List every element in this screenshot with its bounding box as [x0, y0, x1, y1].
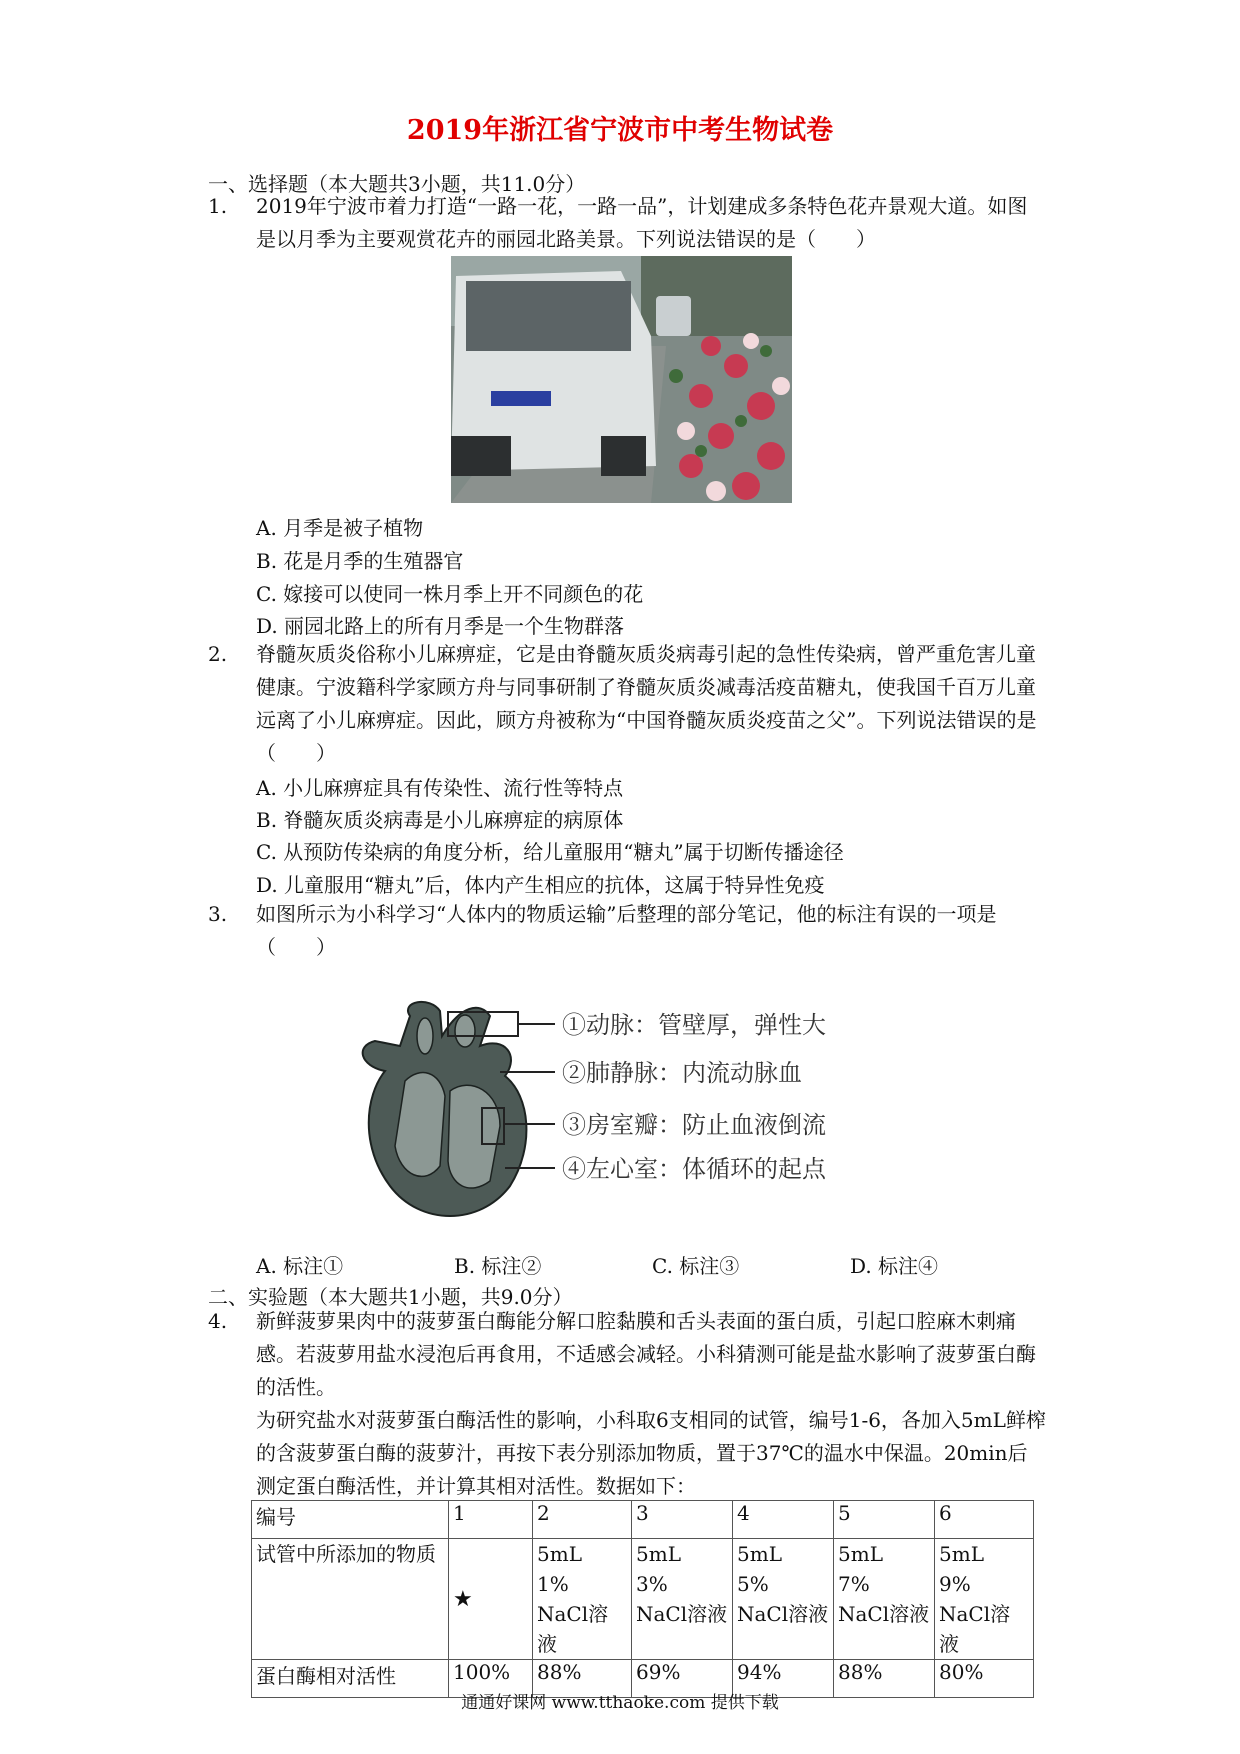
q3-option-d: D. 标注④	[850, 1254, 939, 1278]
cell-line: NaCl溶液	[737, 1602, 829, 1626]
question-1	[208, 190, 1046, 256]
table-row-substance	[252, 1539, 1034, 1660]
cell-line: NaCl溶液	[636, 1602, 728, 1626]
question-text: 如图所示为小科学习“人体内的物质运输”后整理的部分笔记，他的标注有误的一项是（ ）	[256, 902, 997, 959]
section-heading-choice: 一、选择题（本大题共3小题，共11.0分）	[208, 172, 586, 196]
q3-option-a: A. 标注①	[256, 1254, 344, 1278]
table-cell: 4	[733, 1501, 834, 1539]
cell-line: NaCl溶液	[537, 1602, 609, 1656]
q2-option-b: B. 脊髓灰质炎病毒是小儿麻痹症的病原体	[256, 808, 624, 832]
question-text: 2019年宁波市着力打造“一路一花，一路一品”，计划建成多条特色花卉景观大道。如图是以月季为主要观赏花卉的丽园北路美景。下列说法错误的是（ ）	[256, 194, 1028, 251]
road-flowers-photo	[451, 256, 792, 503]
cell-line: NaCl溶液	[939, 1602, 1011, 1656]
question-text: 脊髓灰质炎俗称小儿麻痹症，它是由脊髓灰质炎病毒引起的急性传染病，曾严重危害儿童健康。宁波籍科学家顾方舟与同事研制了脊髓灰质炎减毒活疫苗糖丸，使我国千百万儿童远离了小儿麻痹症。因此，顾方舟被称为“中国脊髓灰质炎疫苗之父”。下列说法错误的是（ ）	[256, 642, 1037, 765]
table-cell: 3	[632, 1501, 733, 1539]
table-row-id	[252, 1501, 1034, 1539]
q3-option-c: C. 标注③	[652, 1254, 740, 1278]
q3-options	[256, 1250, 1056, 1279]
section-heading-experiment: 二、实验题（本大题共1小题，共9.0分）	[208, 1285, 573, 1309]
table-cell	[632, 1539, 733, 1660]
table-cell: 6	[935, 1501, 1034, 1539]
cell-line: 5mL 3%	[636, 1542, 701, 1596]
table-cell: 1	[449, 1501, 533, 1539]
table-cell: 蛋白酶相对活性	[252, 1660, 449, 1698]
cell-line: NaCl溶液	[838, 1602, 930, 1626]
cell-line: 5mL 5%	[737, 1542, 802, 1596]
table-cell: 100%	[449, 1660, 533, 1698]
page-footer: 通通好课网 www.tthaoke.com 提供下载	[461, 1693, 779, 1713]
table-cell: 69%	[632, 1660, 733, 1698]
heart-diagram	[330, 996, 910, 1226]
question-number: 3.	[208, 902, 228, 926]
question-text-intro: 新鲜菠萝果肉中的菠萝蛋白酶能分解口腔黏膜和舌头表面的蛋白质，引起口腔麻木刺痛感。若菠萝用盐水浸泡后再食用，不适感会减轻。小科猜测可能是盐水影响了菠萝蛋白酶的活性。	[256, 1309, 1036, 1399]
q1-option-c: C. 嫁接可以使同一株月季上开不同颜色的花	[256, 582, 644, 606]
table-cell: 2	[533, 1501, 632, 1539]
q2-option-c: C. 从预防传染病的角度分析，给儿童服用“糖丸”属于切断传播途径	[256, 840, 844, 864]
q1-option-b: B. 花是月季的生殖器官	[256, 549, 464, 573]
table-cell: 88%	[533, 1660, 632, 1698]
table-cell	[935, 1539, 1034, 1660]
table-cell	[533, 1539, 632, 1660]
table-cell: 试管中所添加的物质	[252, 1539, 449, 1660]
table-cell	[449, 1539, 533, 1660]
question-4	[208, 1305, 1046, 1503]
question-3	[208, 898, 1046, 964]
cell-line: 5mL 7%	[838, 1542, 903, 1596]
heart-label-1: ①动脉：管壁厚，弹性大	[562, 1011, 826, 1039]
table-cell	[834, 1539, 935, 1660]
experiment-table	[251, 1500, 1034, 1698]
q1-option-d: D. 丽园北路上的所有月季是一个生物群落	[256, 614, 625, 638]
cell-line: 5mL 1%	[537, 1542, 602, 1596]
page-title: 2019年浙江省宁波市中考生物试卷	[406, 115, 834, 146]
star-icon: ★	[453, 1586, 473, 1612]
table-cell: 94%	[733, 1660, 834, 1698]
question-number: 1.	[208, 194, 228, 218]
question-number: 4.	[208, 1309, 228, 1333]
heart-label-2: ②肺静脉：内流动脉血	[562, 1059, 802, 1087]
question-number: 2.	[208, 642, 228, 666]
heart-label-4: ④左心室：体循环的起点	[562, 1155, 826, 1183]
q1-option-a: A. 月季是被子植物	[256, 516, 424, 540]
question-2	[208, 638, 1046, 770]
table-cell: 5	[834, 1501, 935, 1539]
q2-option-a: A. 小儿麻痹症具有传染性、流行性等特点	[256, 776, 624, 800]
question-text-method: 为研究盐水对菠萝蛋白酶活性的影响，小科取6支相同的试管，编号1-6，各加入5mL鲜榨的含菠萝蛋白酶的菠萝汁，再按下表分别添加物质，置于37℃的温水中保温。20min后测定蛋白酶活性，并计算其相对活性。数据如下：	[256, 1408, 1046, 1498]
table-cell	[733, 1539, 834, 1660]
table-cell: 编号	[252, 1501, 449, 1539]
table-cell: 88%	[834, 1660, 935, 1698]
heart-label-3: ③房室瓣：防止血液倒流	[562, 1111, 826, 1139]
q3-option-b: B. 标注②	[454, 1254, 542, 1278]
table-cell: 80%	[935, 1660, 1034, 1698]
cell-line: 5mL 9%	[939, 1542, 1004, 1596]
q2-option-d: D. 儿童服用“糖丸”后，体内产生相应的抗体，这属于特异性免疫	[256, 873, 825, 897]
